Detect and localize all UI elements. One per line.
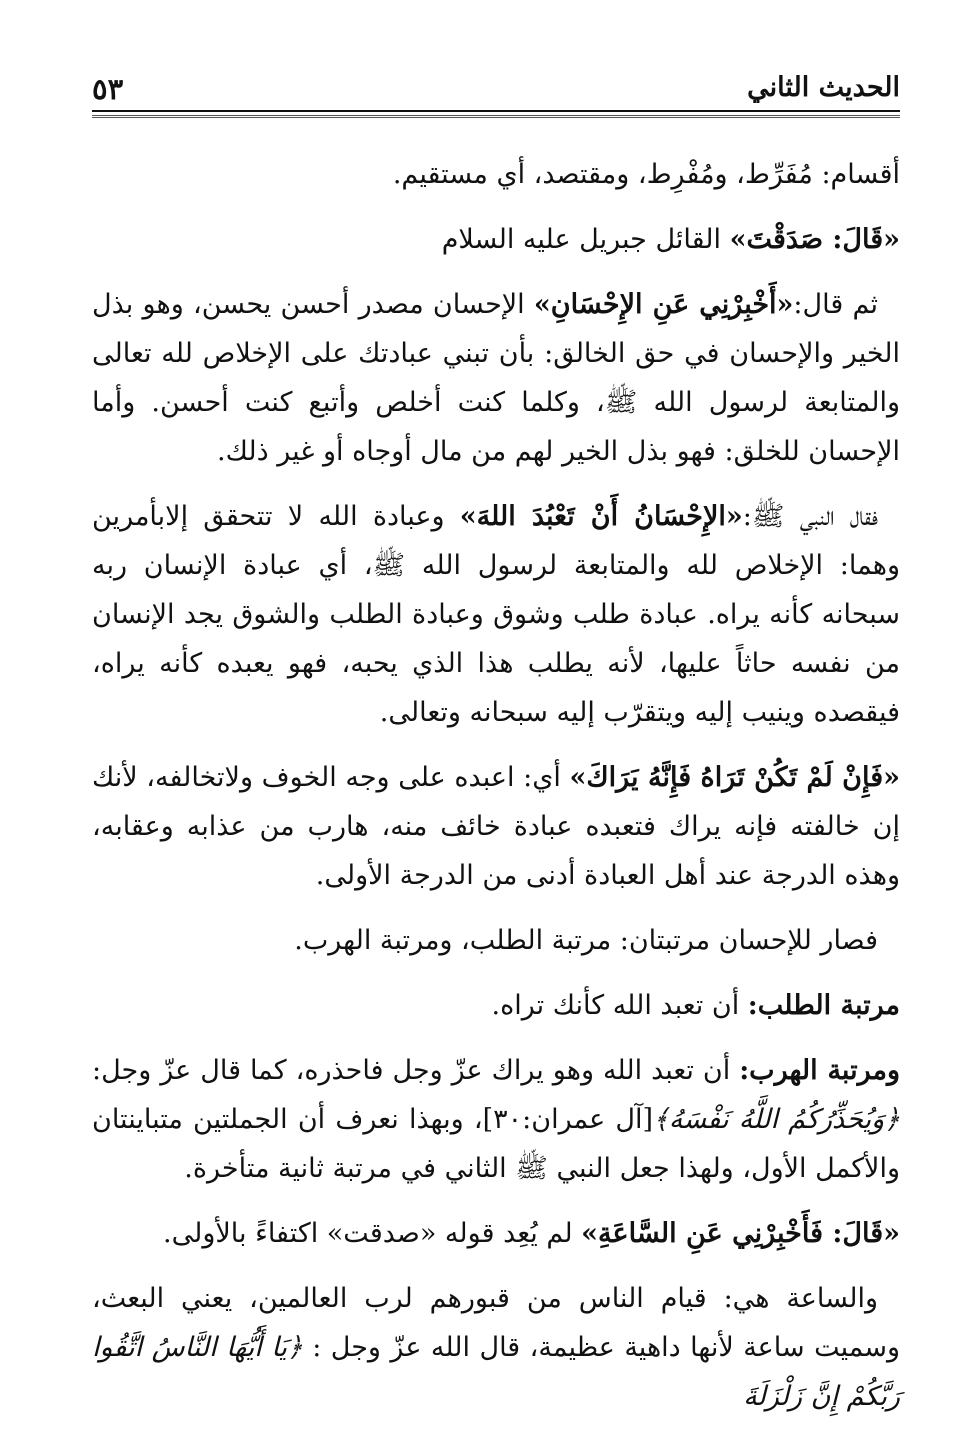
header-rule	[92, 110, 900, 112]
term-label: مرتبة الطلب:	[747, 990, 900, 1021]
hadith-quote: «أَخْبِرْنِي عَنِ الإِحْسَانِ»	[533, 289, 794, 320]
paragraph-text: وعبادة الله لا تتحقق إلابأمرين وهما: الإخلاص لله والمتابعة لرسول الله ﷺ، أي عبادة الإنسان ربه سبحانه كأنه يراه. عبادة طلب وشوق وعبادة الطلب والشوق يجد الإنسان من نفسه حاثاً عليها، لأنه يطلب هذا الذي يحبه، فهو يعبده كأنه يراه، فيقصده وينيب إليه ويتقرّب إليه سبحانه وتعالى.	[92, 501, 900, 728]
paragraph-4	[92, 492, 900, 737]
chapter-title: الحديث الثاني	[747, 72, 900, 103]
header-rule-double	[92, 115, 900, 118]
hadith-quote: «قَالَ: فَأَخْبِرْنِي عَنِ السَّاعَةِ»	[581, 1218, 900, 1249]
paragraph-lead: ثم قال:	[793, 289, 878, 320]
paragraph-text: لم يُعِد قوله «صدقت» اكتفاءً بالأولى.	[163, 1218, 582, 1249]
page-body	[92, 150, 900, 1437]
paragraph-text: أن تعبد الله كأنك تراه.	[491, 990, 748, 1021]
paragraph-lead: فقال النبي ﷺ:	[742, 501, 879, 532]
term-label: ومرتبة الهرب:	[739, 1055, 900, 1086]
paragraph-2	[92, 215, 900, 264]
paragraph-text: أي: اعبده على وجه الخوف ولاتخالفه، لأنك إن خالفته فإنه يراك فتعبده عبادة خائف منه، هارب من عذابه وعقابه، وهذه الدرجة عند أهل العبادة أدنى من الدرجة الأولى.	[92, 762, 900, 891]
hadith-quote: «فَإِنْ لَمْ تَكُنْ تَرَاهُ فَإِنَّهُ يَرَاكَ»	[569, 762, 900, 793]
quran-verse: ﴿وَيُحَذِّرُكُمُ اللَّهُ نَفْسَهُ﴾	[653, 1104, 900, 1135]
paragraph-text: فصار للإحسان مرتبتان: مرتبة الطلب، ومرتبة الهرب.	[294, 925, 878, 956]
hadith-quote: «الإِحْسَانُ أَنْ تَعْبُدَ اللهَ»	[459, 501, 743, 532]
running-header	[92, 68, 900, 112]
paragraph-text: والساعة هي: قيام الناس من قبورهم لرب العالمين، يعني البعث، وسميت ساعة لأنها داهية عظيمة، قال الله عزّ وجل :	[92, 1283, 901, 1363]
page-number: ٥٣	[92, 72, 124, 106]
paragraph-6	[92, 916, 900, 965]
paragraph-3	[92, 280, 900, 476]
paragraph-7	[92, 981, 900, 1030]
paragraph-9	[92, 1209, 900, 1258]
paragraph-text: الإحسان مصدر أحسن يحسن، وهو بذل الخير والإحسان في حق الخالق: بأن تبني عبادتك على الإخلاص لله تعالى والمتابعة لرسول الله ﷺ، وكلما كنت أخلص وأتبع كنت أحسن. وأما الإحسان للخلق: فهو بذل الخير لهم من مال أوجاه أو غير ذلك.	[92, 289, 900, 467]
paragraph-text: أقسام: مُفَرِّط، ومُفْرِط، ومقتصد، أي مستقيم.	[392, 159, 900, 190]
paragraph-text: [آل عمران:٣٠]، وبهذا نعرف أن الجملتين متباينتان والأكمل الأول، ولهذا جعل النبي ﷺ الثاني في مرتبة ثانية متأخرة.	[92, 1104, 900, 1184]
paragraph-text: أن تعبد الله وهو يراك عزّ وجل فاحذره، كما قال عزّ وجل:	[92, 1055, 740, 1086]
paragraph-10	[92, 1274, 900, 1421]
quran-verse: ﴿يَا أَيُّهَا النَّاسُ اتَّقُوا رَبَّكُمْ إِنَّ زَلْزَلَةَ	[92, 1332, 900, 1412]
paragraph-text: القائل جبريل عليه السلام	[441, 224, 730, 255]
hadith-quote: «قَالَ: صَدَقْتَ»	[729, 224, 900, 255]
paragraph-1	[92, 150, 900, 199]
paragraph-5	[92, 753, 900, 900]
paragraph-8	[92, 1046, 900, 1193]
